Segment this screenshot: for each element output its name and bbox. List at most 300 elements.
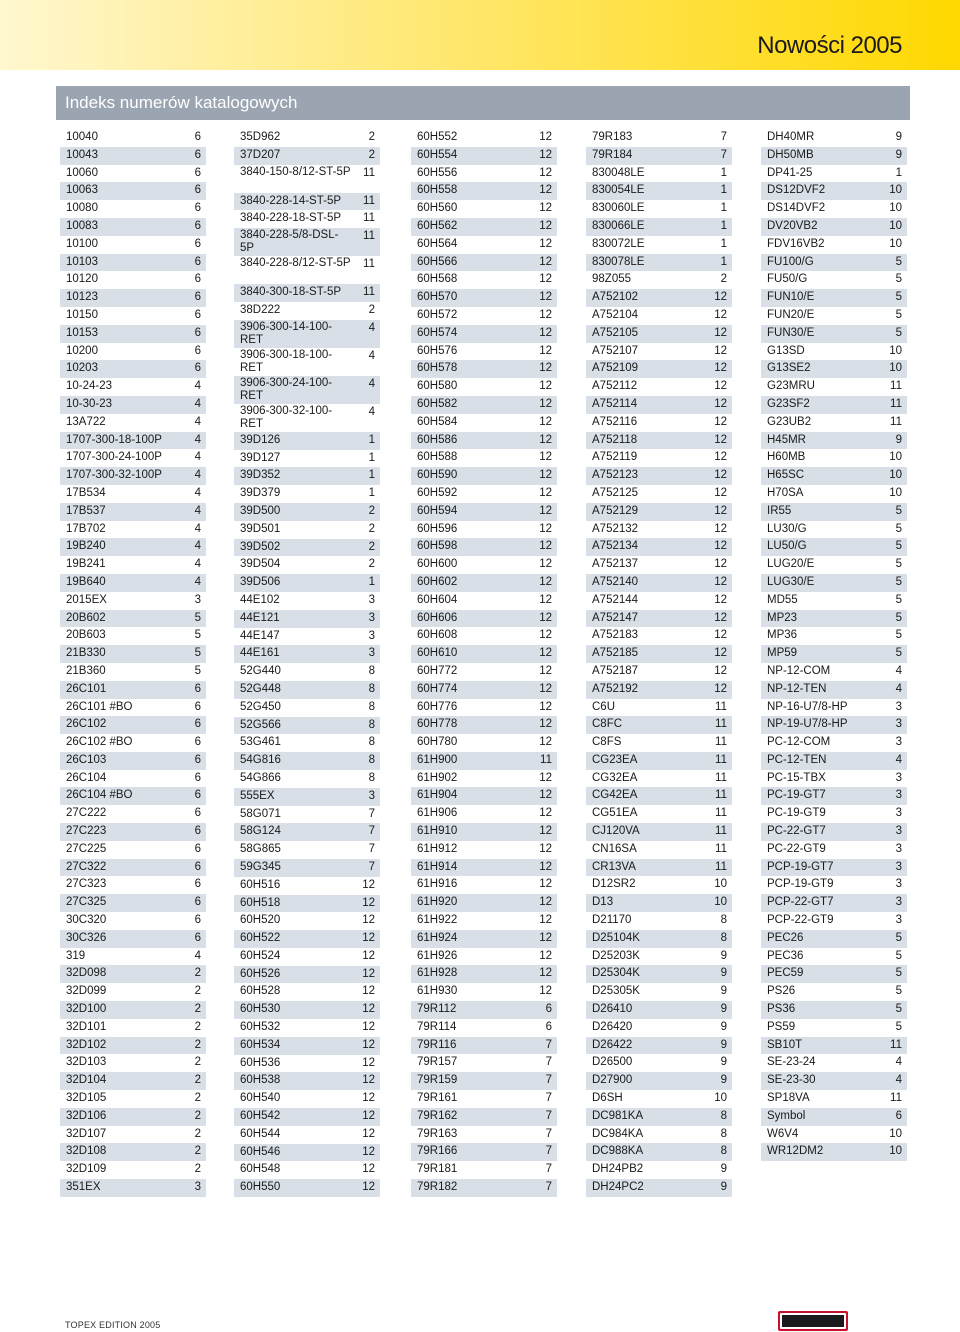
catalog-number: 60H534	[240, 1038, 281, 1051]
index-row	[60, 859, 206, 877]
catalog-number: 26C102 #BO	[66, 736, 133, 749]
page-number: 3	[895, 825, 902, 838]
index-row	[60, 752, 206, 770]
catalog-number: 830066LE	[592, 219, 645, 232]
page-number: 6	[194, 255, 201, 268]
catalog-number: 79R184	[592, 148, 633, 161]
page-number: 1	[368, 451, 375, 464]
catalog-number: 26C101 #BO	[66, 700, 133, 713]
catalog-number: 32D107	[66, 1127, 107, 1140]
page-number: 7	[368, 843, 375, 856]
catalog-number: 44E147	[240, 629, 280, 642]
catalog-number: D25304K	[592, 967, 640, 980]
page-number: 11	[715, 842, 727, 855]
page-number: 12	[539, 166, 552, 179]
page-number: 1	[895, 166, 902, 179]
page-number: 12	[539, 273, 552, 286]
catalog-number: 13A722	[66, 415, 106, 428]
catalog-number: 58G865	[240, 843, 281, 856]
page-number: 10	[889, 1127, 902, 1140]
index-row	[586, 378, 732, 396]
index-row	[60, 787, 206, 805]
catalog-number: 60H582	[417, 397, 458, 410]
index-row	[60, 414, 206, 432]
index-row	[60, 1179, 206, 1197]
catalog-number: D26420	[592, 1020, 633, 1033]
index-row	[60, 218, 206, 236]
catalog-number: 60H564	[417, 237, 458, 250]
page-number: 11	[890, 397, 902, 410]
catalog-number: 60H560	[417, 202, 458, 215]
index-row	[234, 432, 380, 450]
index-row	[411, 1054, 557, 1072]
page-number: 8	[368, 665, 375, 678]
catalog-number: PCP-22-GT7	[767, 896, 834, 909]
catalog-number: 32D106	[66, 1109, 107, 1122]
page-number: 6	[895, 1109, 902, 1122]
catalog-number: 60H570	[417, 291, 458, 304]
index-row	[234, 1001, 380, 1019]
catalog-number: A752104	[592, 308, 639, 321]
page-number: 6	[194, 273, 201, 286]
catalog-number: 1707-300-24-100P	[66, 451, 162, 464]
page-number: 2	[368, 522, 375, 535]
catalog-number: 32D098	[66, 967, 107, 980]
catalog-number: 60H578	[417, 362, 458, 375]
catalog-number: 60H530	[240, 1003, 281, 1016]
page-number: 6	[194, 789, 201, 802]
page-number: 8	[720, 931, 727, 944]
page-number: 9	[720, 1181, 727, 1194]
page-number: 6	[194, 842, 201, 855]
page-number: 12	[362, 1181, 375, 1194]
index-row	[60, 343, 206, 361]
catalog-number: H60MB	[767, 451, 806, 464]
page-number: 6	[545, 1020, 552, 1033]
index-row	[60, 610, 206, 628]
page-number: 12	[539, 949, 552, 962]
index-row	[761, 1001, 907, 1019]
index-row	[411, 894, 557, 912]
index-row	[586, 289, 732, 307]
index-row	[761, 681, 907, 699]
page-number: 12	[362, 896, 375, 909]
page-number: 2	[194, 967, 201, 980]
page-number: 11	[715, 860, 727, 873]
page-number: 8	[720, 1145, 727, 1158]
index-row	[761, 627, 907, 645]
page-number: 4	[368, 377, 375, 390]
page-number: 10	[889, 486, 902, 499]
index-row	[234, 348, 380, 376]
page-number: 12	[714, 415, 727, 428]
catalog-number: 60H532	[240, 1021, 281, 1034]
page-number: 9	[720, 967, 727, 980]
index-row	[411, 1072, 557, 1090]
index-row	[234, 788, 380, 806]
index-row	[761, 1108, 907, 1126]
index-row	[761, 165, 907, 183]
catalog-number: G23UB2	[767, 415, 812, 428]
catalog-number: 17B534	[66, 486, 106, 499]
page-number: 12	[539, 433, 552, 446]
page-number: 4	[194, 380, 201, 393]
index-row	[586, 930, 732, 948]
index-row	[586, 1019, 732, 1037]
page-number: 12	[539, 148, 552, 161]
index-row	[60, 200, 206, 218]
page-number: 7	[545, 1163, 552, 1176]
page-number: 12	[362, 1021, 375, 1034]
page-number: 5	[895, 1003, 902, 1016]
page-number: 9	[720, 1056, 727, 1069]
page-number: 6	[194, 682, 201, 695]
catalog-number: DH24PB2	[592, 1163, 644, 1176]
page-number: 12	[539, 255, 552, 268]
page-number: 11	[363, 212, 375, 225]
page-number: 12	[539, 202, 552, 215]
index-row	[761, 787, 907, 805]
index-row	[60, 182, 206, 200]
index-row	[411, 343, 557, 361]
index-row	[761, 289, 907, 307]
catalog-number: 10123	[66, 291, 98, 304]
index-row	[761, 1090, 907, 1108]
catalog-number: NP-19-U7/8-HP	[767, 718, 848, 731]
page-number: 9	[895, 433, 902, 446]
page-number: 12	[539, 575, 552, 588]
catalog-number: 32D109	[66, 1163, 107, 1176]
catalog-number: D12SR2	[592, 878, 636, 891]
catalog-number: A752119	[592, 451, 638, 464]
index-row	[761, 343, 907, 361]
catalog-number: C8FS	[592, 736, 622, 749]
page-number: 8	[368, 754, 375, 767]
page-number: 12	[539, 522, 552, 535]
page-number: 6	[194, 362, 201, 375]
page-number: 12	[539, 825, 552, 838]
index-row	[761, 912, 907, 930]
catalog-number: 10-30-23	[66, 397, 113, 410]
page-number: 10	[889, 344, 902, 357]
catalog-number: 79R116	[417, 1038, 457, 1051]
catalog-number: D25104K	[592, 931, 640, 944]
catalog-number: DH24PC2	[592, 1181, 644, 1194]
page-number: 4	[368, 405, 375, 418]
index-row	[586, 752, 732, 770]
page-number: 8	[368, 700, 375, 713]
index-row	[761, 271, 907, 289]
index-row	[411, 1037, 557, 1055]
catalog-number: 61H910	[417, 825, 458, 838]
catalog-number: A752123	[592, 469, 639, 482]
index-row	[60, 948, 206, 966]
page-number: 2	[368, 558, 375, 571]
catalog-number: CG51EA	[592, 807, 638, 820]
page-number: 11	[363, 258, 375, 271]
index-row	[234, 966, 380, 984]
catalog-number: 79R114	[417, 1020, 457, 1033]
page-number: 4	[895, 1056, 902, 1069]
index-row	[586, 449, 732, 467]
page-number: 12	[539, 736, 552, 749]
page-number: 12	[714, 629, 727, 642]
page-number: 4	[194, 522, 201, 535]
catalog-number: LU50/G	[767, 540, 807, 553]
index-row	[411, 218, 557, 236]
index-row	[586, 1143, 732, 1161]
page-number: 11	[715, 753, 727, 766]
index-column-2	[234, 129, 380, 1197]
catalog-number: 60H574	[417, 326, 458, 339]
catalog-number: 3906-300-24-100-RET	[240, 376, 333, 402]
index-row	[761, 699, 907, 717]
catalog-number: FDV16VB2	[767, 237, 825, 250]
catalog-number: 79R166	[417, 1145, 458, 1158]
page-number: 12	[539, 682, 552, 695]
catalog-number: 61H900	[417, 753, 458, 766]
index-row	[60, 1143, 206, 1161]
catalog-number: 60H558	[417, 184, 458, 197]
index-row	[234, 628, 380, 646]
page-number: 12	[714, 504, 727, 517]
index-row	[234, 1179, 380, 1197]
page-number: 10	[714, 878, 727, 891]
index-row	[761, 716, 907, 734]
catalog-number: 30C320	[66, 914, 107, 927]
page-number: 1	[368, 469, 375, 482]
page-number: 2	[368, 504, 375, 517]
page-number: 2	[194, 1038, 201, 1051]
catalog-number: 10080	[66, 202, 98, 215]
catalog-number: FUN30/E	[767, 326, 815, 339]
page-number: 12	[539, 326, 552, 339]
catalog-number: 60H556	[417, 166, 458, 179]
index-row	[411, 556, 557, 574]
catalog-number: 26C104 #BO	[66, 789, 133, 802]
catalog-number: NP-16-U7/8-HP	[767, 700, 848, 713]
catalog-number: DS12DVF2	[767, 184, 826, 197]
catalog-number: FUN20/E	[767, 308, 815, 321]
catalog-number: 30C326	[66, 931, 107, 944]
index-row	[411, 592, 557, 610]
catalog-number: 32D099	[66, 985, 107, 998]
catalog-number: 39D126	[240, 433, 281, 446]
index-row	[411, 627, 557, 645]
index-row	[411, 521, 557, 539]
page-number: 12	[539, 771, 552, 784]
catalog-number: FU100/G	[767, 255, 814, 268]
page-number: 12	[714, 380, 727, 393]
catalog-number: 52G448	[240, 682, 281, 695]
index-row	[586, 218, 732, 236]
index-row	[234, 284, 380, 302]
index-row	[586, 182, 732, 200]
index-row	[234, 859, 380, 877]
index-row	[761, 805, 907, 823]
page-number: 9	[720, 949, 727, 962]
page-number: 10	[889, 184, 902, 197]
page-number: 4	[194, 469, 201, 482]
catalog-number: 61H924	[417, 931, 458, 944]
page-number: 8	[368, 718, 375, 731]
page-number: 7	[545, 1092, 552, 1105]
catalog-number: 35D962	[240, 131, 281, 143]
catalog-number: 98Z055	[592, 273, 632, 286]
index-row	[234, 1055, 380, 1073]
catalog-number: 32D102	[66, 1038, 107, 1051]
index-row	[60, 129, 206, 147]
catalog-number: 60H580	[417, 380, 458, 393]
catalog-number: 351EX	[66, 1181, 101, 1194]
catalog-number: D27900	[592, 1074, 633, 1087]
index-row	[60, 289, 206, 307]
index-row	[761, 1072, 907, 1090]
page-number: 1	[720, 219, 727, 232]
index-row	[761, 360, 907, 378]
index-row	[60, 930, 206, 948]
catalog-number: 60H592	[417, 486, 458, 499]
catalog-number: 60H528	[240, 985, 281, 998]
catalog-number: 60H554	[417, 148, 458, 161]
page-number: 2	[194, 1092, 201, 1105]
page-number: 12	[362, 1163, 375, 1176]
page-number: 12	[539, 878, 552, 891]
index-row	[761, 1143, 907, 1161]
page-number: 6	[194, 202, 201, 215]
catalog-number: 60H516	[240, 878, 281, 891]
catalog-number: 52G450	[240, 700, 281, 713]
page-number: 11	[890, 1038, 902, 1051]
page-number: 9	[720, 1074, 727, 1087]
catalog-number: 61H930	[417, 985, 458, 998]
page-number: 11	[890, 1092, 902, 1105]
catalog-number: A752132	[592, 522, 639, 535]
catalog-number: 60H562	[417, 219, 458, 232]
page-number: 9	[895, 131, 902, 143]
page-number: 6	[194, 344, 201, 357]
catalog-number: 39D506	[240, 576, 281, 589]
page-number: 12	[539, 914, 552, 927]
catalog-number: 60H778	[417, 718, 458, 731]
catalog-number: 79R182	[417, 1181, 458, 1194]
catalog-number: 79R163	[417, 1127, 458, 1140]
catalog-number: D26422	[592, 1038, 633, 1051]
page-number: 9	[895, 148, 902, 161]
index-row	[586, 894, 732, 912]
page-number: 12	[362, 1092, 375, 1105]
catalog-number: PEC36	[767, 949, 804, 962]
catalog-number: 19B240	[66, 540, 106, 553]
index-row	[60, 592, 206, 610]
index-row	[411, 485, 557, 503]
index-row	[586, 538, 732, 556]
page-number: 4	[194, 558, 201, 571]
index-row	[234, 210, 380, 228]
page-number: 7	[545, 1127, 552, 1140]
index-row	[234, 1090, 380, 1108]
catalog-number: 10-24-23	[66, 380, 113, 393]
catalog-number: D26500	[592, 1056, 633, 1069]
page-number: 12	[362, 914, 375, 927]
page-number: 10	[889, 237, 902, 250]
catalog-number: PC-15-TBX	[767, 771, 826, 784]
index-row	[60, 1072, 206, 1090]
index-row	[586, 325, 732, 343]
index-row	[586, 396, 732, 414]
index-row	[411, 271, 557, 289]
page-number: 3	[368, 611, 375, 624]
catalog-number: D26410	[592, 1003, 633, 1016]
index-row	[761, 930, 907, 948]
page-number: 6	[194, 771, 201, 784]
page-number: 12	[714, 308, 727, 321]
page-number: 12	[362, 949, 375, 962]
page-number: 12	[362, 1056, 375, 1069]
catalog-number: CR13VA	[592, 860, 636, 873]
catalog-number: 60H774	[417, 682, 458, 695]
page-number: 12	[362, 878, 375, 891]
index-row	[234, 699, 380, 717]
page-number: 4	[194, 504, 201, 517]
index-row	[411, 965, 557, 983]
page-number: 10	[714, 1092, 727, 1105]
page-number: 12	[539, 558, 552, 571]
catalog-number: 61H926	[417, 949, 458, 962]
catalog-number: 17B702	[66, 522, 106, 535]
catalog-number: PCP-19-GT9	[767, 878, 834, 891]
page-number: 5	[895, 949, 902, 962]
page-number: 2	[194, 1020, 201, 1033]
index-row	[761, 823, 907, 841]
catalog-number: 60H588	[417, 451, 458, 464]
page-number: 7	[545, 1145, 552, 1158]
index-row	[761, 467, 907, 485]
page-number: 3	[895, 896, 902, 909]
index-row	[586, 1090, 732, 1108]
page-number: 12	[539, 184, 552, 197]
page-number: 12	[539, 451, 552, 464]
page-number: 5	[895, 593, 902, 606]
page-number: 3	[895, 860, 902, 873]
index-row	[586, 1179, 732, 1197]
index-row	[60, 912, 206, 930]
index-row	[411, 699, 557, 717]
index-row	[234, 129, 380, 147]
index-row	[586, 556, 732, 574]
catalog-number: 60H542	[240, 1110, 281, 1123]
catalog-number: 60H600	[417, 558, 458, 571]
index-row	[761, 200, 907, 218]
index-row	[60, 734, 206, 752]
index-row	[60, 1126, 206, 1144]
catalog-number: PS36	[767, 1003, 796, 1016]
page-number: 2	[720, 273, 727, 286]
index-row	[60, 254, 206, 272]
page-number: 5	[895, 931, 902, 944]
page-number: 7	[368, 807, 375, 820]
index-row	[586, 1037, 732, 1055]
catalog-number: 60H536	[240, 1056, 281, 1069]
page-number: 3	[895, 878, 902, 891]
page-number: 8	[368, 682, 375, 695]
index-row	[234, 1126, 380, 1144]
index-row	[411, 165, 557, 183]
index-column-5	[761, 129, 907, 1161]
index-row	[411, 876, 557, 894]
index-row	[586, 663, 732, 681]
page-number: 2	[194, 985, 201, 998]
